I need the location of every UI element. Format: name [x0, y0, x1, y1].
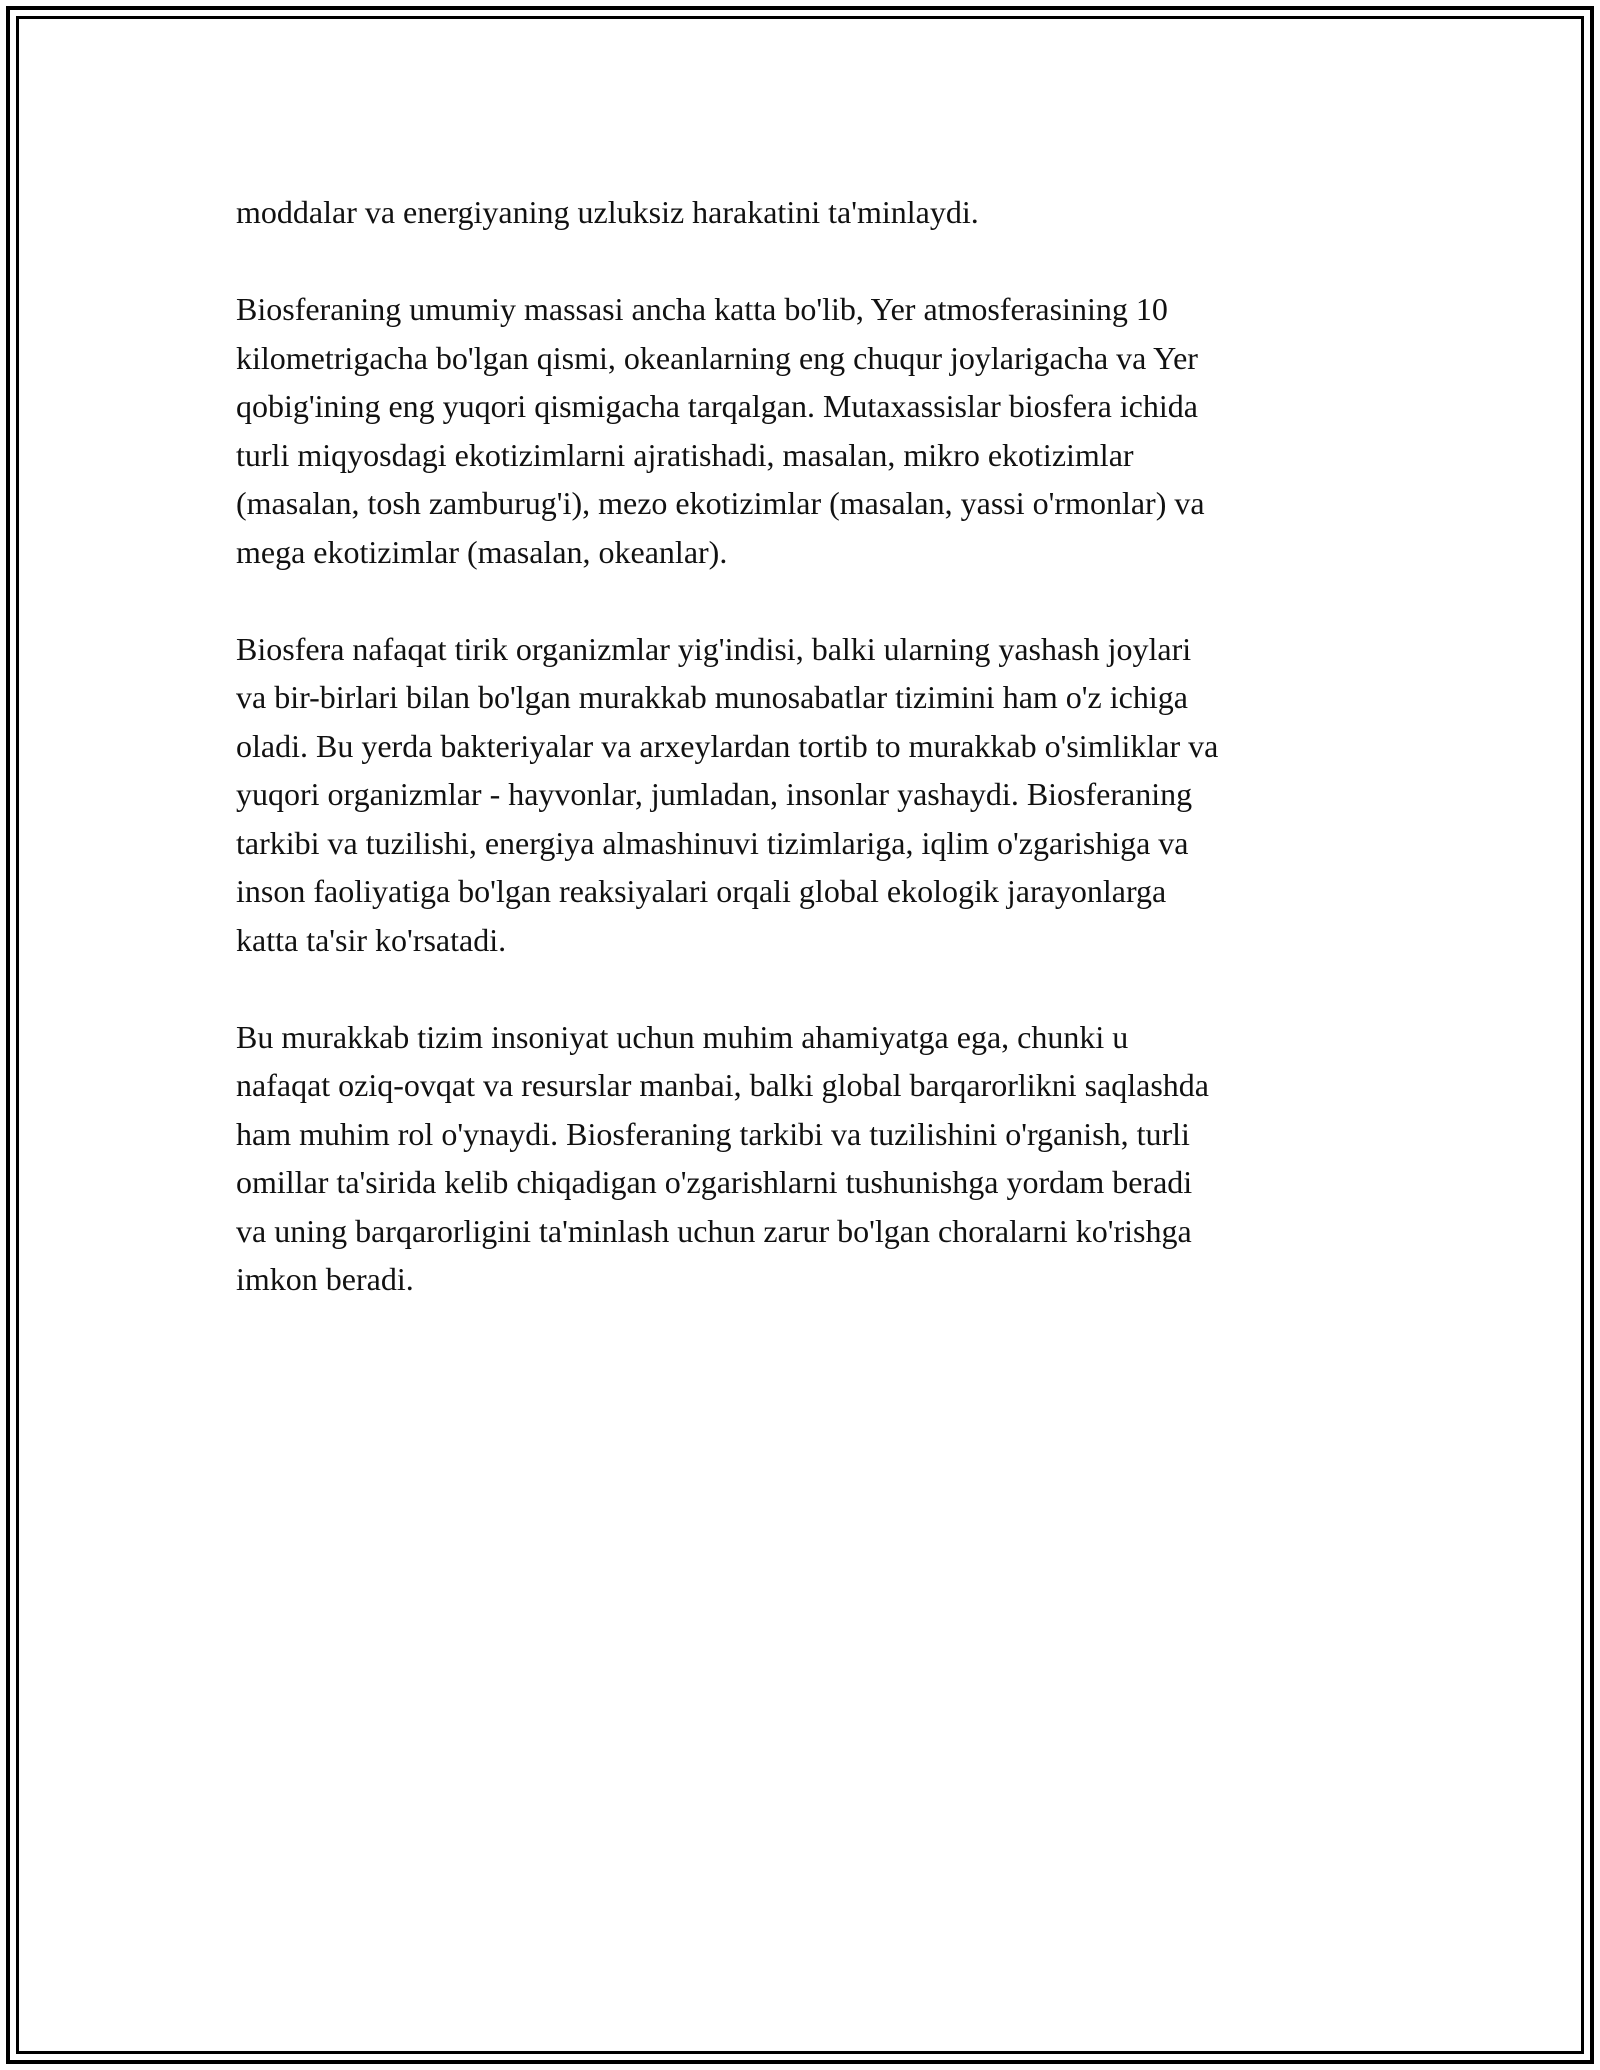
paragraph-2: Biosferaning umumiy massasi ancha katta bo'lib, Yer atmosferasining 10 kilometrigacha bo'lgan qismi, okeanlarning eng chuqur joylarigacha va Yer qobig'ining eng yuqori qismigacha tarqalgan. Mutaxassislar biosfera ichida turli miqyosdagi ekotizimlarni ajratishadi, masalan, mikro ekotizimlar (masalan, tosh zamburug'i), mezo ekotizimlar (masalan, yassi o'rmonlar) va mega ekotizimlar (masalan, okeanlar).	[236, 291, 1205, 570]
paragraph-3: Biosfera nafaqat tirik organizmlar yig'indisi, balki ularning yashash joylari va bir-birlari bilan bo'lgan murakkab munosabatlar tizimini ham o'z ichiga oladi. Bu yerda bakteriyalar va arxeylardan tortib to murakkab o'simliklar va yuqori organizmlar - hayvonlar, jumladan, insonlar yashaydi. Biosferaning tarkibi va tuzilishi, energiya almashinuvi tizimlariga, iqlim o'zgarishiga va inson faoliyatiga bo'lgan reaksiyalari orqali global ekologik jarayonlarga katta ta'sir ko'rsatadi.	[236, 630, 1219, 958]
document-body	[236, 188, 1416, 1352]
paragraph-1: moddalar va energiyaning uzluksiz harakatini ta'minlaydi.	[236, 194, 979, 230]
paragraph-4: Bu murakkab tizim insoniyat uchun muhim ahamiyatga ega, chunki u nafaqat oziq-ovqat va resurslar manbai, balki global barqarorlikni saqlashda ham muhim rol o'ynaydi. Biosferaning tarkibi va tuzilishini o'rganish, turli omillar ta'sirida kelib chiqadigan o'zgarishlarni tushunishga yordam beradi va uning barqarorligini ta'minlash uchun zarur bo'lgan choralarni ko'rishga imkon beradi.	[236, 1018, 1209, 1297]
